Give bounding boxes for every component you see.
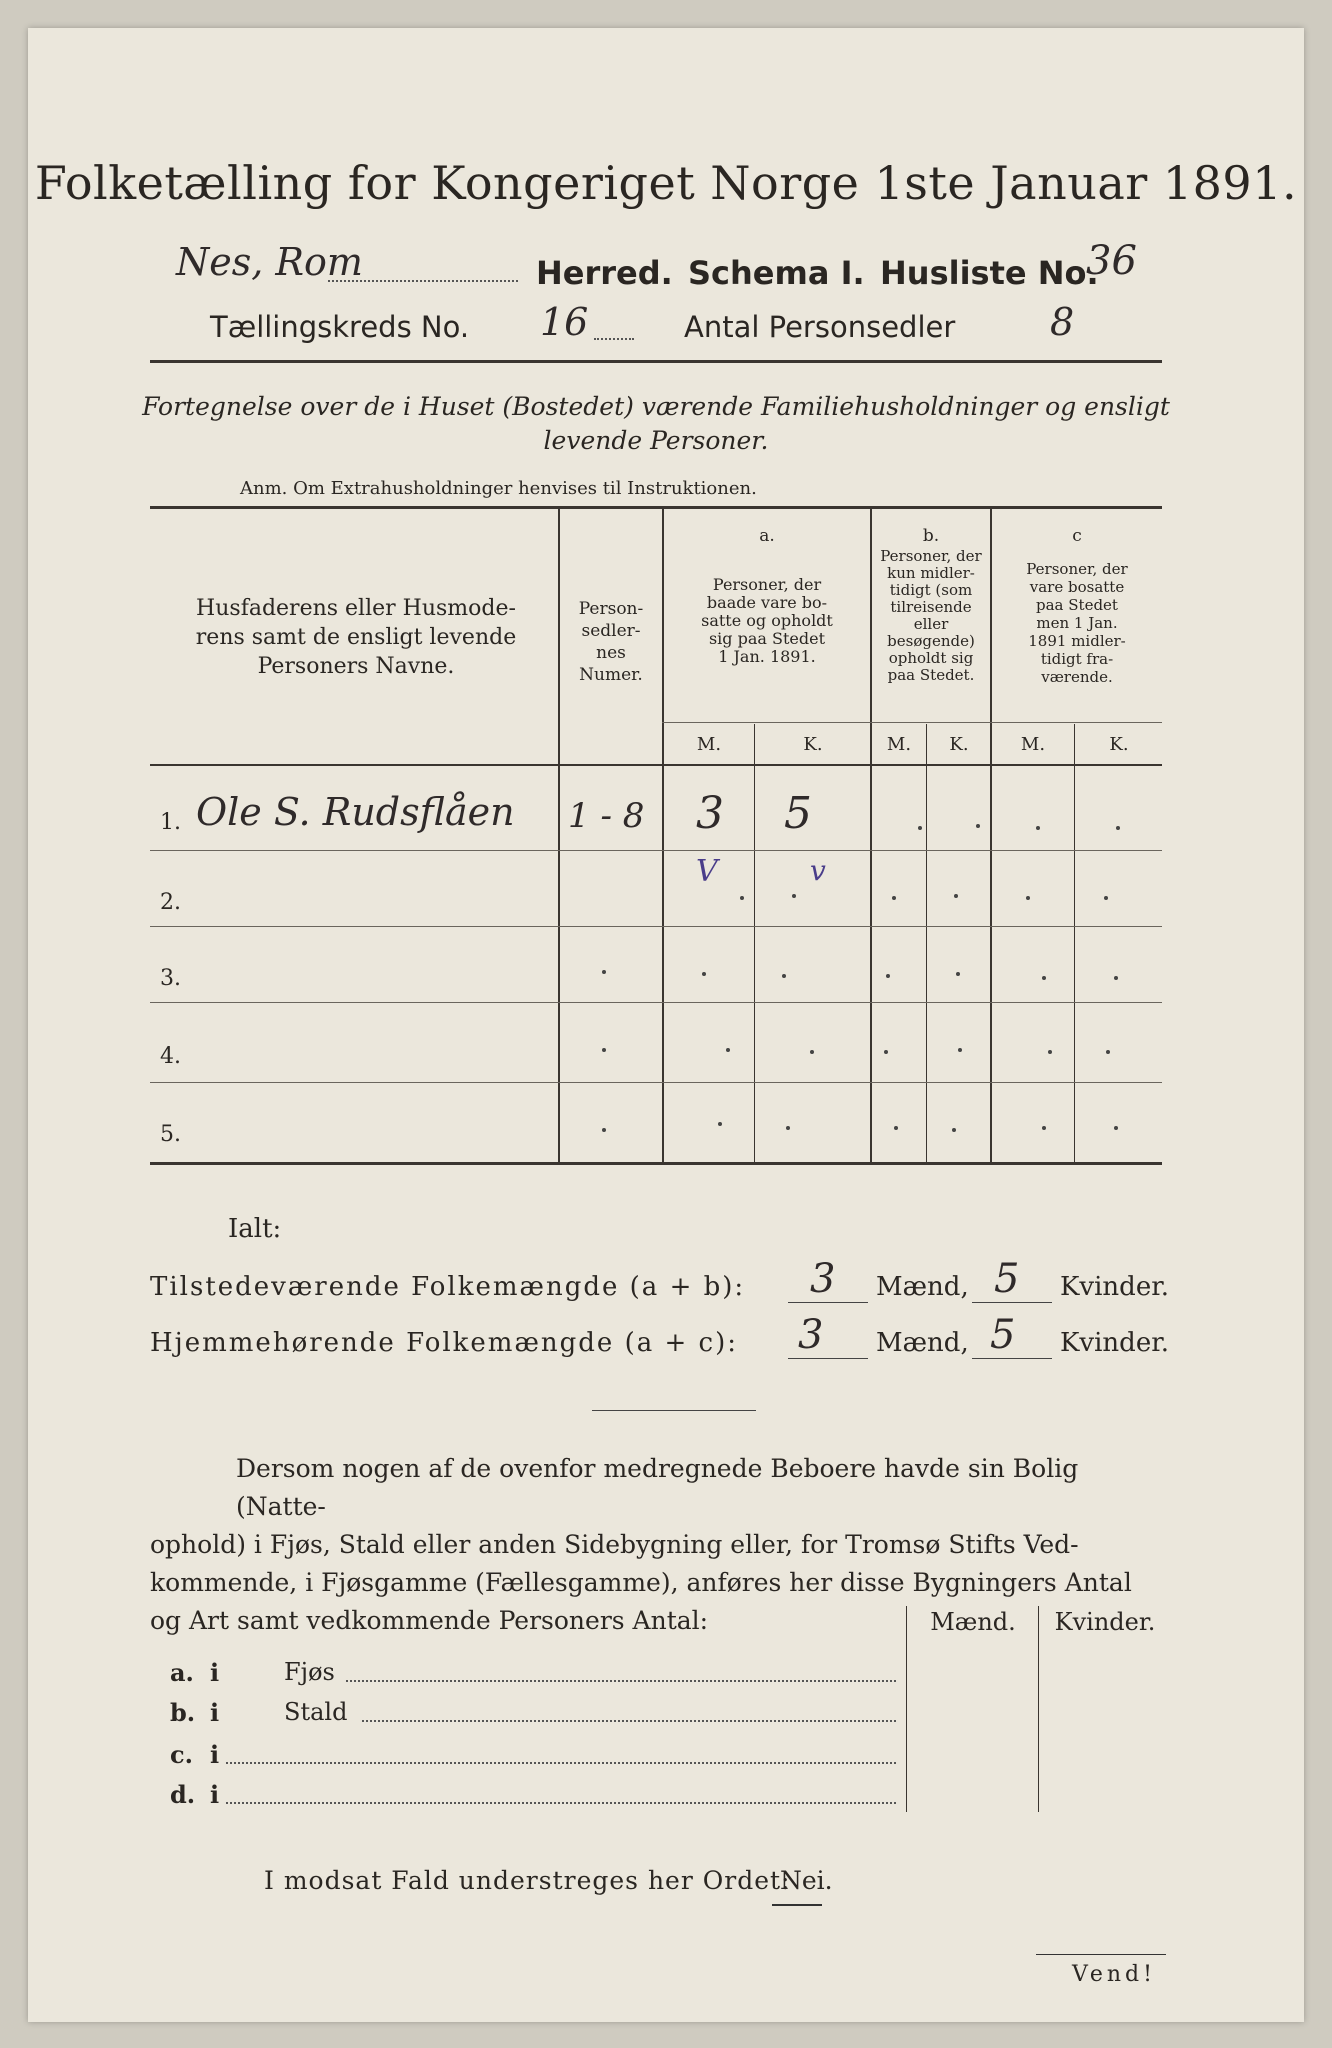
- building-dots: [226, 1802, 896, 1804]
- row-1-a-m-check: V: [696, 854, 718, 889]
- header-names-line: rens samt de ensligt levende: [195, 625, 517, 650]
- pencil-marks: [28, 28, 1304, 1228]
- husliste-label: Husliste No.: [880, 254, 1099, 292]
- herred-value: Nes, Rom: [176, 240, 363, 284]
- ialt-label: Ialt:: [228, 1214, 282, 1244]
- paragraph-line: Dersom nogen af de ovenfor medregnede Beboere havde sin Bolig (Natte-: [236, 1454, 1079, 1521]
- note: Anm. Om Extrahusholdninger henvises til Instruktionen.: [240, 478, 757, 499]
- paragraph-line: kommende, i Fjøsgamme (Fællesgamme), anføres her disse Bygningers Antal: [150, 1568, 1132, 1597]
- header-c-line: tidigt fra-: [1040, 650, 1114, 668]
- buildings-kvinder-head: Kvinder.: [1054, 1608, 1156, 1636]
- building-i: i: [210, 1780, 220, 1809]
- total-present-k: 5: [994, 1256, 1020, 1302]
- header-c-line: vare bosatte: [1029, 578, 1125, 596]
- total-present-label: Tilstedeværende Folkemængde (a + b):: [150, 1272, 746, 1302]
- header-b-line: kun midler-: [887, 564, 975, 582]
- total-home-m: 3: [798, 1312, 824, 1358]
- paragraph-line: og Art samt vedkommende Personers Antal:: [150, 1606, 709, 1635]
- footer-word: Nei.: [780, 1866, 833, 1895]
- maend-label: Mænd,: [876, 1328, 969, 1358]
- census-form-page: [28, 28, 1304, 2022]
- header-c-line: Personer, der: [1026, 560, 1128, 578]
- footer-text: I modsat Fald understreges her Ordet:: [264, 1866, 791, 1895]
- k-label-c: K.: [1109, 734, 1129, 755]
- total-line: [972, 1302, 1052, 1303]
- kreds-label: Tællingskreds No.: [210, 310, 470, 344]
- row-1-a-k-check: v: [810, 854, 826, 887]
- kvinder-label: Kvinder.: [1060, 1272, 1170, 1302]
- row-1-a-k: 5: [784, 788, 812, 839]
- separator-line: [592, 1410, 756, 1411]
- herred-label: Herred.: [536, 254, 673, 292]
- kvinder-label: Kvinder.: [1060, 1328, 1170, 1358]
- building-label: Fjøs: [284, 1658, 335, 1686]
- header-a-line: satte og opholdt: [701, 611, 833, 630]
- row-number: 4.: [160, 1044, 181, 1069]
- m-label-b: M.: [886, 734, 912, 755]
- vend-rule: [1036, 1954, 1166, 1955]
- subtitle-line-2: levende Personer.: [543, 426, 769, 455]
- header-b-line: paa Stedet.: [887, 666, 975, 684]
- buildings-maend-head: Mænd.: [930, 1608, 1016, 1636]
- header-a-letter: a.: [759, 526, 775, 546]
- header-b-line: Personer, der: [880, 547, 982, 565]
- header-a-line: Personer, der: [712, 575, 822, 594]
- row-number: 3.: [160, 966, 181, 991]
- header-c-line: paa Stedet: [1036, 596, 1118, 614]
- buildings-divider: [1038, 1606, 1039, 1812]
- buildings-divider: [906, 1606, 907, 1812]
- header-b-line: eller: [913, 615, 949, 633]
- header-number-line: Person-: [578, 599, 644, 619]
- building-dots: [346, 1680, 896, 1682]
- total-home-label: Hjemmehørende Folkemængde (a + c):: [150, 1328, 738, 1358]
- m-label-a: M.: [696, 734, 722, 755]
- header-b-line: besøgende): [887, 632, 975, 650]
- header-number-line: sedler-: [581, 621, 641, 641]
- total-line: [972, 1358, 1052, 1359]
- header-b-line: tidigt (som: [889, 581, 973, 599]
- row-number: 1.: [160, 810, 181, 835]
- form-title: Folketælling for Kongeriget Norge 1ste Januar 1891.: [34, 156, 1298, 210]
- antal-value: 8: [1050, 300, 1075, 344]
- k-label-b: K.: [949, 734, 969, 755]
- row-number: 2.: [160, 890, 181, 915]
- total-line: [788, 1302, 868, 1303]
- k-label-a: K.: [803, 734, 823, 755]
- row-number: 5.: [160, 1122, 181, 1147]
- schema-label: Schema I.: [688, 254, 865, 292]
- paragraph-line: ophold) i Fjøs, Stald eller anden Sidebygning eller, for Tromsø Stifts Ved-: [150, 1530, 1079, 1559]
- building-i: i: [210, 1658, 220, 1687]
- kreds-value: 16: [540, 300, 589, 344]
- building-letter: a.: [170, 1658, 194, 1687]
- building-dots: [226, 1762, 896, 1764]
- husliste-value: 36: [1086, 238, 1137, 284]
- header-b-line: opholdt sig: [888, 649, 974, 667]
- header-names-line: Husfaderens eller Husmode-: [196, 596, 516, 621]
- header-a-line: sig paa Stedet: [708, 629, 826, 648]
- m-label-c: M.: [1020, 734, 1046, 755]
- total-line: [788, 1358, 868, 1359]
- row-1-name: Ole S. Rudsflåen: [196, 790, 515, 834]
- subtitle-line-1: Fortegnelse over de i Huset (Bostedet) værende Familiehusholdninger og ensligt: [142, 392, 1170, 421]
- header-c-letter: c: [1072, 526, 1082, 546]
- header-a-line: baade vare bo-: [706, 593, 828, 612]
- vend-label: Vend!: [1072, 1962, 1156, 1987]
- building-letter: c.: [170, 1740, 193, 1769]
- header-c-line: 1891 midler-: [1028, 632, 1126, 650]
- building-dots: [362, 1720, 896, 1722]
- header-number-line: Numer.: [579, 665, 643, 685]
- total-present-m: 3: [810, 1256, 836, 1302]
- antal-label: Antal Personsedler: [684, 310, 956, 344]
- header-number-line: nes: [596, 643, 626, 663]
- row-1-a-m: 3: [696, 788, 724, 839]
- building-letter: b.: [170, 1698, 196, 1727]
- header-c-line: men 1 Jan.: [1036, 614, 1118, 632]
- building-i: i: [210, 1740, 220, 1769]
- building-label: Stald: [284, 1698, 348, 1726]
- building-i: i: [210, 1698, 220, 1727]
- nei-underline: [772, 1904, 822, 1906]
- total-home-k: 5: [990, 1312, 1016, 1358]
- header-b-letter: b.: [922, 526, 940, 546]
- header-c-line: værende.: [1041, 668, 1113, 686]
- header-a-line: 1 Jan. 1891.: [718, 647, 816, 666]
- header-b-line: tilreisende: [890, 598, 972, 616]
- building-letter: d.: [170, 1780, 196, 1809]
- maend-label: Mænd,: [876, 1272, 969, 1302]
- header-names-line: Personers Navne.: [257, 654, 455, 679]
- row-1-number: 1 - 8: [568, 796, 645, 836]
